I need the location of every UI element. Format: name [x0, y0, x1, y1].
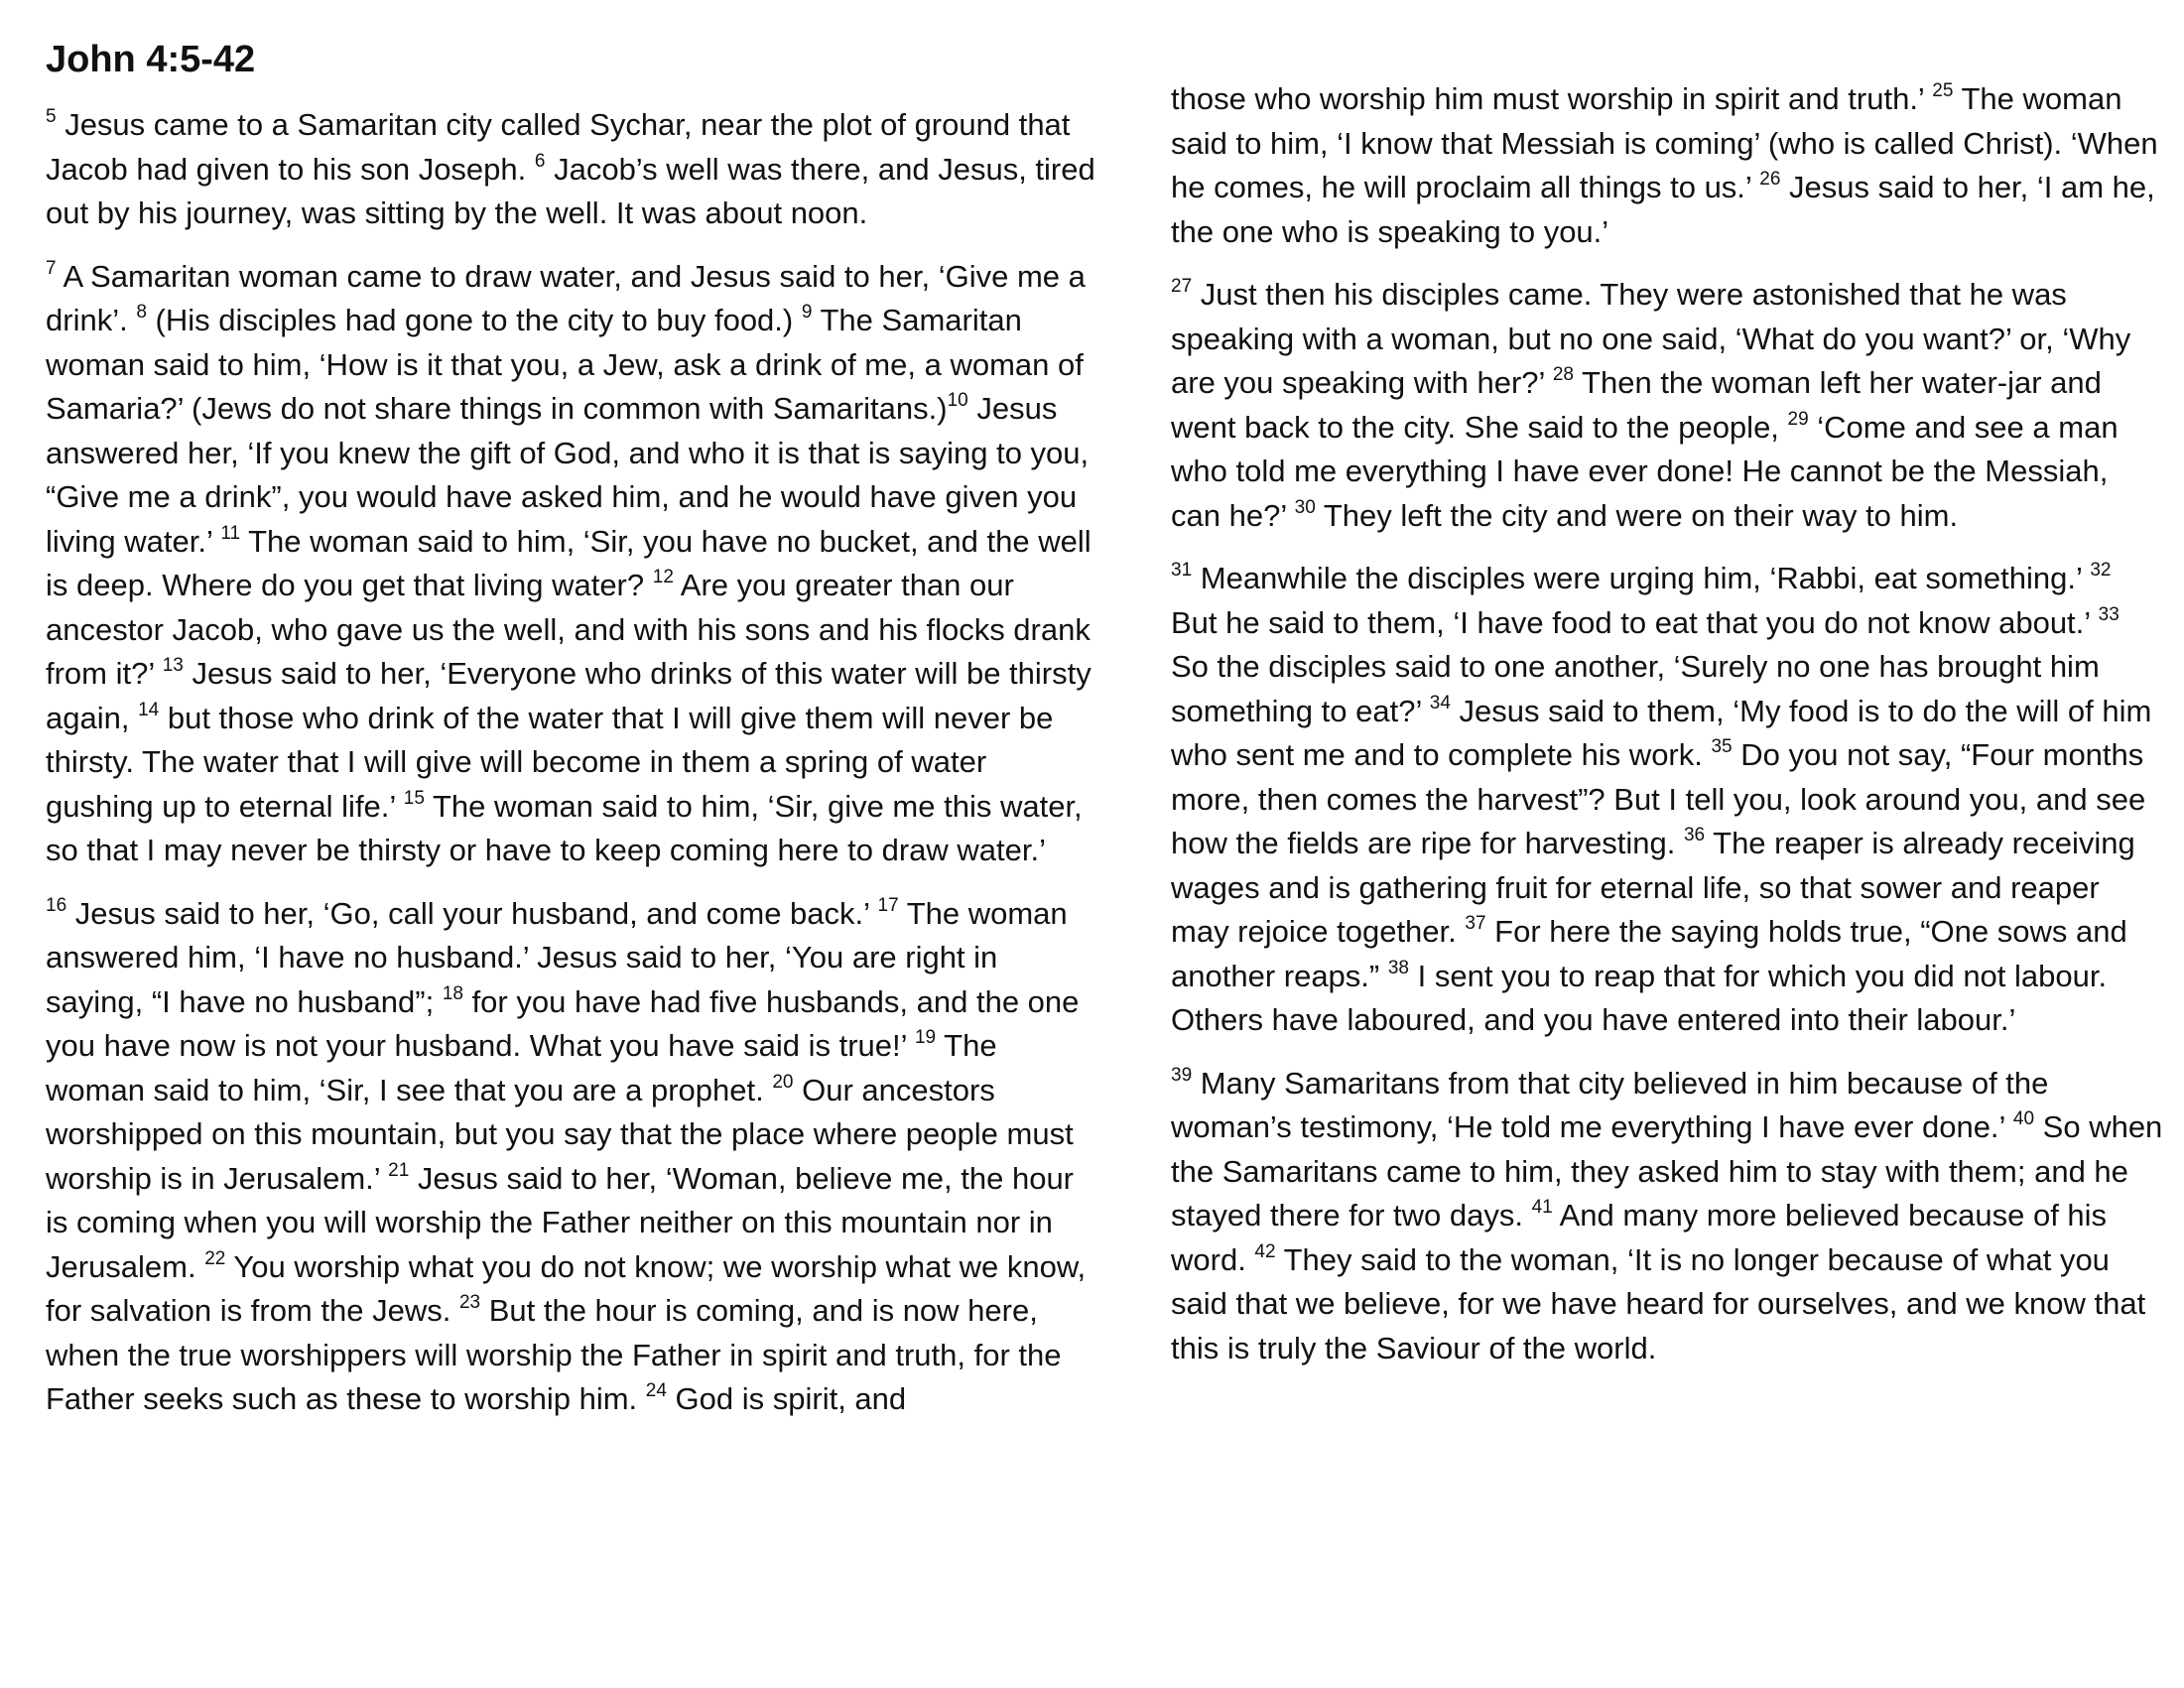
verse-text: Jesus said to her, ‘Woman, believe me, the hour is coming when you will worship the Father neither on this mountain nor in Jerusalem. — [46, 1160, 1083, 1284]
verse-number: 33 — [2098, 603, 2120, 625]
verse-text: So when the Samaritans came to him, they asked him to stay with them; and he stayed there for two days. — [1171, 1109, 2171, 1233]
verse-text: Jesus said to her, ‘I am he, the one who is speaking to you.’ — [1171, 170, 2164, 249]
verse-number: 10 — [947, 390, 968, 411]
verse-text: The woman said to him, ‘Sir, you have no bucket, and the well is deep. Where do you get that living water? — [46, 523, 1100, 602]
verse-text: Meanwhile the disciples were urging him, ‘Rabbi, eat something.’ — [1192, 561, 2091, 595]
verse-number: 17 — [877, 894, 899, 916]
paragraph — [1171, 273, 2163, 538]
verse-number: 37 — [1465, 913, 1486, 934]
verse-number: 21 — [388, 1159, 410, 1181]
paragraph — [46, 892, 1097, 1422]
verse-text: God is spirit, and — [666, 1381, 907, 1416]
verse-text: For here the saying holds true, “One sows and another reaps.” — [1171, 914, 2136, 993]
verse-text: The Samaritan woman said to him, ‘How is it that you, a Jew, ask a drink of me, a woman of Samaria?’ (Jews do not share things in common with Samaritans.) — [46, 303, 1092, 426]
verse-text: (His disciples had gone to the city to buy food.) — [146, 303, 802, 337]
verse-number: 30 — [1294, 496, 1316, 518]
verse-number: 32 — [2090, 560, 2112, 581]
verse-text: but those who drink of the water that I will give them will never be thirsty. The water that I will give will become in them a spring of water gushing up to eternal life.’ — [46, 700, 1063, 824]
paragraph — [46, 255, 1100, 873]
verse-number: 24 — [645, 1380, 667, 1401]
verse-number: 38 — [1387, 957, 1409, 978]
verse-text: Jesus came to a Samaritan city called Sychar, near the plot of ground that Jacob had given to his son Joseph. — [46, 107, 1080, 187]
verse-number: 12 — [652, 567, 674, 587]
verse-text: Jesus answered her, ‘If you knew the gift of God, and who it is that is saying to you, “Give me a drink”, you would have asked him, and he would have given you living water.’ — [46, 391, 1097, 559]
verse-number: 27 — [1171, 276, 1193, 297]
paragraph — [1171, 77, 2167, 254]
verse-number: 11 — [220, 522, 241, 544]
verse-text: I sent you to reap that for which you did not labour. Others have laboured, and you have entered into their labour.’ — [1171, 958, 2116, 1037]
verse-text: But the hour is coming, and is now here, when the true worshippers will worship the Father in spirit and truth, for the Father seeks such as these to worship him. — [46, 1293, 1071, 1416]
verse-text: You worship what you do not know; we worship what we know, for salvation is from the Jews. — [46, 1248, 1094, 1328]
verse-number: 22 — [204, 1247, 226, 1269]
verse-number: 19 — [914, 1027, 937, 1048]
verse-number: 36 — [1683, 825, 1706, 845]
verse-number: 14 — [138, 699, 160, 720]
verse-number: 40 — [2012, 1108, 2035, 1129]
verse-number: 15 — [403, 787, 425, 809]
verse-text: And many more believed because of his word. — [1171, 1198, 2116, 1277]
verse-text: Do you not say, “Four months more, then comes the harvest”? But I tell you, look around you, and see how the fields are ripe for harvesting. — [1171, 737, 2154, 860]
verse-number: 23 — [458, 1292, 481, 1313]
verse-text: Then the woman left her water-jar and went back to the city. She said to the people, — [1171, 365, 2111, 445]
verse-number: 29 — [1787, 408, 1809, 430]
verse-number: 5 — [46, 106, 57, 127]
verse-number: 41 — [1531, 1197, 1553, 1218]
verse-text: The woman said to him, ‘Sir, give me this water, so that I may never be thirsty or have to keep coming here to draw water.’ — [46, 788, 1092, 867]
left-column — [46, 103, 1104, 1441]
verse-text: Are you greater than our ancestor Jacob, who gave us the well, and with his sons and his flocks drank from it?’ — [46, 568, 1099, 691]
verse-number: 18 — [442, 982, 463, 1004]
verse-number: 6 — [534, 150, 546, 172]
verse-number: 26 — [1759, 169, 1781, 190]
verse-text: for you have had five husbands, and the one you have now is not your husband. What you have said is true!’ — [46, 983, 1089, 1063]
verse-text: They said to the woman, ‘It is no longer because of what you said that we believe, for we have heard for ourselves, and we know that this is truly the Saviour of the world. — [1171, 1241, 2154, 1365]
paragraph — [1171, 557, 2163, 1043]
verse-text: ‘Come and see a man who told me everything I have ever done! He cannot be the Messiah, can he?’ — [1171, 409, 2127, 533]
verse-text: They left the city and were on their way to him. — [1315, 497, 1959, 533]
verse-number: 34 — [1429, 692, 1451, 714]
right-column — [1171, 77, 2171, 1389]
verse-text: Our ancestors worshipped on this mountain, but you say that the place where people must worship is in Jerusalem.’ — [46, 1072, 1083, 1196]
verse-text: Jesus said to her, ‘Everyone who drinks of this water will be thirsty again, — [46, 656, 1100, 735]
verse-text: The reaper is already receiving wages and is gathering fruit for eternal life, so that sower and reaper may rejoice together. — [1171, 826, 2144, 949]
verse-text: Just then his disciples came. They were astonished that he was speaking with a woman, but no one said, ‘What do you want?’ or, ‘Why are you speaking with her?’ — [1171, 277, 2139, 400]
verse-number: 16 — [46, 894, 67, 916]
verse-number: 39 — [1171, 1064, 1193, 1086]
verse-text: The woman answered him, ‘I have no husband.’ Jesus said to her, ‘You are right in saying, “I have no husband”; — [46, 895, 1077, 1019]
page-title: John 4:5-42 — [46, 39, 256, 80]
verse-text: Jesus said to her, ‘Go, call your husband, and come back.’ — [66, 895, 878, 931]
verse-number: 13 — [162, 655, 184, 676]
verse-text: So the disciples said to one another, ‘Surely no one has brought him something to eat?’ — [1171, 604, 2128, 728]
verse-number: 31 — [1171, 560, 1193, 581]
verse-text: But he said to them, ‘I have food to eat that you do not know about.’ — [1171, 561, 2120, 640]
verse-text: Jacob’s well was there, and Jesus, tired out by his journey, was sitting by the well. It was about noon. — [46, 151, 1104, 230]
verse-text: Many Samaritans from that city believed in him because of the woman’s testimony, ‘He told me everything I have ever done.’ — [1171, 1065, 2058, 1144]
verse-number: 8 — [136, 302, 147, 323]
verse-number: 7 — [46, 257, 57, 279]
verse-number: 20 — [772, 1071, 794, 1093]
verse-text: The woman said to him, ‘I know that Messiah is coming’ (who is called Christ). ‘When he comes, he will proclaim all things to us.’ — [1171, 81, 2167, 204]
verse-number: 28 — [1552, 364, 1574, 385]
verse-text: those who worship him must worship in spirit and truth.’ — [1171, 81, 1933, 116]
paragraph — [46, 103, 1104, 236]
verse-number: 42 — [1254, 1240, 1276, 1262]
verse-number: 9 — [801, 302, 813, 323]
verse-text: A Samaritan woman came to draw water, and Jesus said to her, ‘Give me a drink’. — [46, 258, 1094, 337]
verse-number: 25 — [1932, 80, 1954, 101]
verse-text: Jesus said to them, ‘My food is to do the will of him who sent me and to complete his work. — [1171, 693, 2160, 772]
verse-number: 35 — [1711, 736, 1733, 757]
paragraph — [1171, 1062, 2171, 1371]
verse-text: The woman said to him, ‘Sir, I see that you are a prophet. — [46, 1028, 1006, 1107]
